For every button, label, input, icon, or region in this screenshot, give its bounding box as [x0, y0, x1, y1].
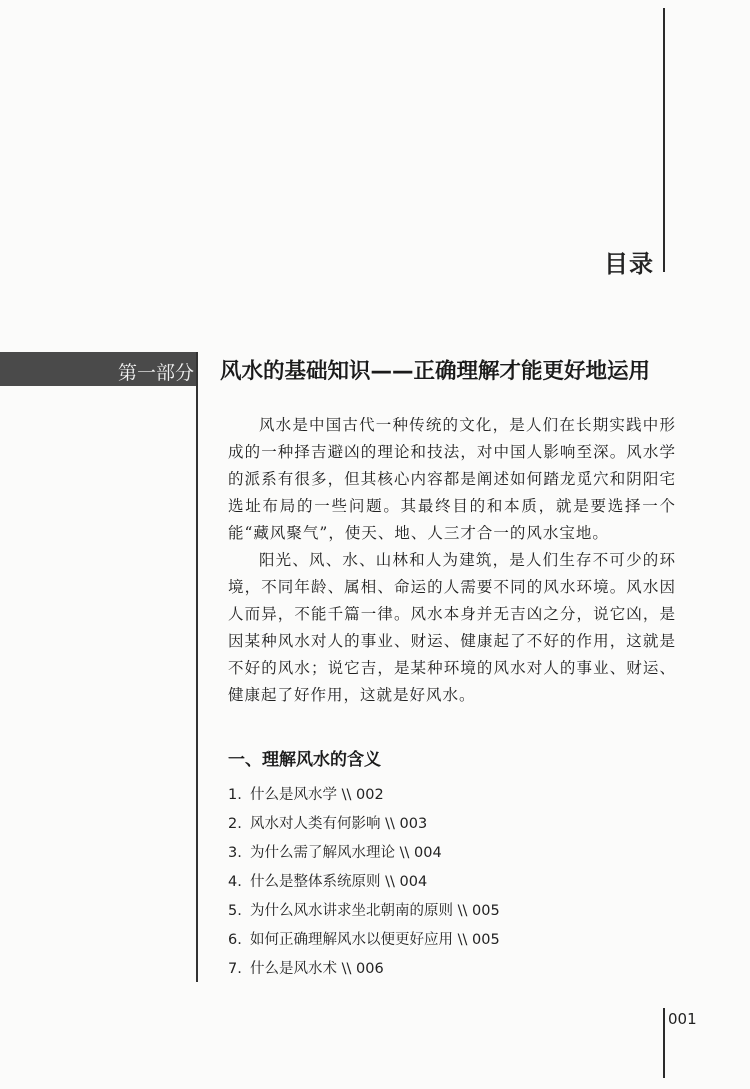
top-vertical-rule — [663, 8, 665, 272]
intro-paragraph: 阳光、风、水、山林和人为建筑，是人们生存不可少的环境，不同年龄、属相、命运的人需要不同的风水环境。风水因人而异，不能千篇一律。风水本身并无吉凶之分，说它凶，是因某种风水对人的事业、财运、健康起了不好的作用，这就是不好的风水；说它吉，是某种环境的风水对人的事业、财运、健康起了好作用，这就是好风水。 — [228, 551, 676, 704]
toc-entry-text: 风水对人类有何影响 \\ 003 — [250, 816, 428, 832]
bottom-vertical-rule — [663, 1008, 665, 1078]
toc-list — [228, 781, 500, 984]
toc-entry[interactable] — [228, 810, 500, 839]
toc-entry[interactable] — [228, 897, 500, 926]
toc-entry-text: 什么是风水学 \\ 002 — [250, 787, 384, 803]
page-number: 001 — [668, 1010, 697, 1028]
toc-entry-number: 3. — [228, 845, 242, 861]
toc-entry-text: 什么是风水术 \\ 006 — [250, 961, 384, 977]
toc-entry-number: 1. — [228, 787, 242, 803]
section-heading: 一、理解风水的含义 — [228, 750, 381, 770]
toc-entry-number: 4. — [228, 874, 242, 890]
intro-paragraph: 风水是中国古代一种传统的文化，是人们在长期实践中形成的一种择吉避凶的理论和技法，对中国人影响至深。风水学的派系有很多，但其核心内容都是阐述如何踏龙觅穴和阴阳宅选址布局的一些问题。其最终目的和本质，就是要选择一个能“藏风聚气”，使天、地、人三才合一的风水宝地。 — [228, 416, 676, 542]
toc-entry-text: 如何正确理解风水以便更好应用 \\ 005 — [250, 932, 500, 948]
toc-entry-text: 为什么需了解风水理论 \\ 004 — [250, 845, 442, 861]
toc-entry[interactable] — [228, 868, 500, 897]
part-label: 第一部分 — [118, 362, 195, 384]
toc-entry-text: 什么是整体系统原则 \\ 004 — [250, 874, 428, 890]
part-title: 风水的基础知识——正确理解才能更好地运用 — [220, 359, 651, 384]
left-vertical-rule — [196, 352, 198, 982]
toc-entry-text: 为什么风水讲求坐北朝南的原则 \\ 005 — [250, 903, 500, 919]
intro-text — [228, 412, 676, 709]
toc-entry-number: 5. — [228, 903, 242, 919]
toc-entry-number: 2. — [228, 816, 242, 832]
toc-title: 目录 — [604, 250, 654, 278]
toc-entry[interactable] — [228, 955, 500, 984]
toc-entry-number: 7. — [228, 961, 242, 977]
toc-entry-number: 6. — [228, 932, 242, 948]
toc-entry[interactable] — [228, 926, 500, 955]
toc-entry[interactable] — [228, 781, 500, 810]
toc-entry[interactable] — [228, 839, 500, 868]
